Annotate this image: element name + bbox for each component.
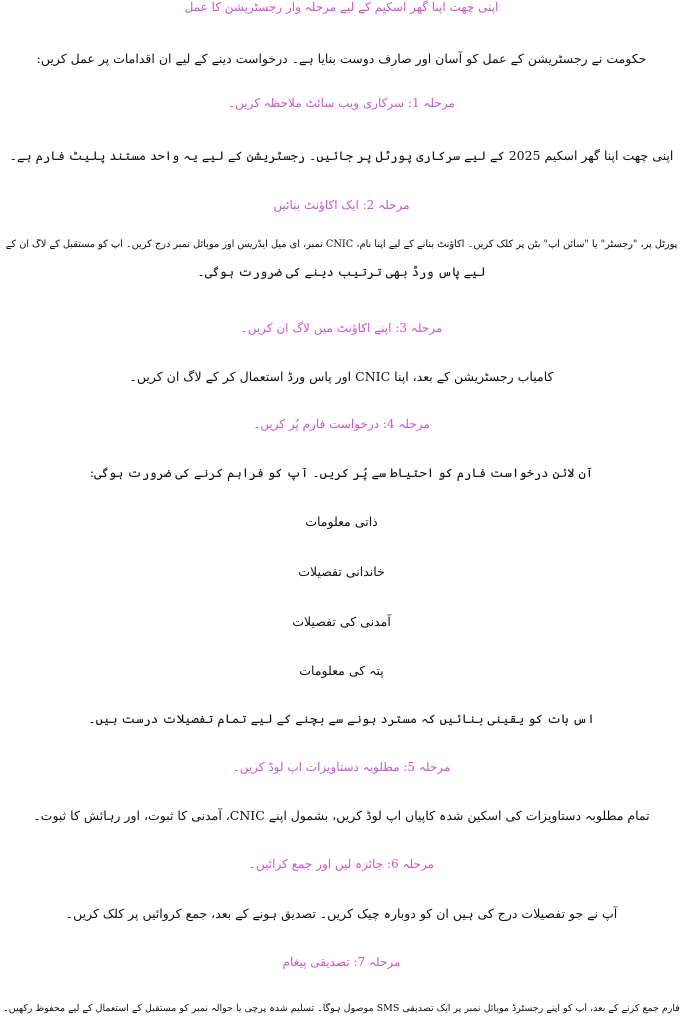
step-4-heading: مرحلہ 4: درخواست فارم پُر کریں۔	[253, 417, 430, 431]
step-2-body: پورٹل پر، "رجسٹر" یا "سائن اپ" بٹن پر کلک کریں۔ اکاؤنٹ بنانے کے لیے اپنا نام، CNIC نمبر، ای میل ایڈریس اور موبائل نمبر درج کریں۔ آپ کو مستقبل کے لاگ ان کے	[5, 239, 678, 250]
step-3-body: کامیاب رجسٹریشن کے بعد، اپنا CNIC اور پاس ورڈ استعمال کر کے لاگ ان کریں۔	[129, 369, 554, 384]
intro-paragraph: حکومت نے رجسٹریشن کے عمل کو آسان اور صارف دوست بنایا ہے۔ درخواست دینے کے لیے ان اقدامات پر عمل کریں:	[36, 51, 647, 66]
step-2-body-continued: لیے پاس ورڈ بھی ترتیب دینے کی ضرورت ہوگی۔	[197, 264, 486, 279]
step-1-body: اپنی چھت اپنا گھر اسکیم 2025 کے لیے سرکاری پورٹل پر جائیں۔ رجسٹریشن کے لیے یہ واحد مستند پلیٹ فارم ہے۔	[9, 148, 674, 163]
step-7-heading: مرحلہ 7: تصدیقی پیغام	[282, 955, 401, 969]
step-3-heading: مرحلہ 3: اپنے اکاؤنٹ میں لاگ ان کریں۔	[240, 321, 443, 335]
step-4-item-address-info: پتہ کی معلومات	[299, 663, 384, 678]
step-5-body: تمام مطلوبہ دستاویزات کی اسکین شدہ کاپیاں اپ لوڈ کریں، بشمول اپنے CNIC، آمدنی کا ثبوت، اور رہائش کا ثبوت۔	[33, 808, 650, 823]
step-4-body: آن لائن درخواست فارم کو احتیاط سے پُر کریں۔ آپ کو فراہم کرنے کی ضرورت ہوگی:	[89, 465, 594, 480]
step-2-heading: مرحلہ 2: ایک اکاؤنٹ بنائیں	[273, 198, 410, 212]
step-1-heading: مرحلہ 1: سرکاری ویب سائٹ ملاحظہ کریں۔	[228, 96, 455, 110]
step-4-note: اس بات کو یقینی بنائیں کہ مسترد ہونے سے بچنے کے لیے تمام تفصیلات درست ہیں۔	[88, 711, 595, 726]
step-6-heading: مرحلہ 6: جائزہ لیں اور جمع کرائیں۔	[249, 857, 434, 871]
page-title: اپنی چھت اپنا گھر اسکیم کے لیے مرحلہ وار رجسٹریشن کا عمل	[184, 0, 499, 14]
step-5-heading: مرحلہ 5: مطلوبہ دستاویزات اپ لوڈ کریں۔	[232, 760, 451, 774]
step-4-item-income-details: آمدنی کی تفصیلات	[292, 614, 391, 629]
step-6-body: آپ نے جو تفصیلات درج کی ہیں ان کو دوبارہ چیک کریں۔ تصدیق ہونے کے بعد، جمع کروائیں پر کلک کریں۔	[65, 906, 618, 921]
step-7-body: فارم جمع کرنے کے بعد، آپ کو اپنے رجسٹرڈ موبائل نمبر پر ایک تصدیقی SMS موصول ہوگا۔ تسلیم شدہ پرچی یا حوالہ نمبر کو مستقبل کے استعمال کے لیے محفوظ رکھیں۔	[3, 1003, 680, 1014]
step-4-item-family-details: خاندانی تفصیلات	[298, 564, 385, 579]
step-4-item-personal-info: ذاتی معلومات	[305, 514, 378, 529]
